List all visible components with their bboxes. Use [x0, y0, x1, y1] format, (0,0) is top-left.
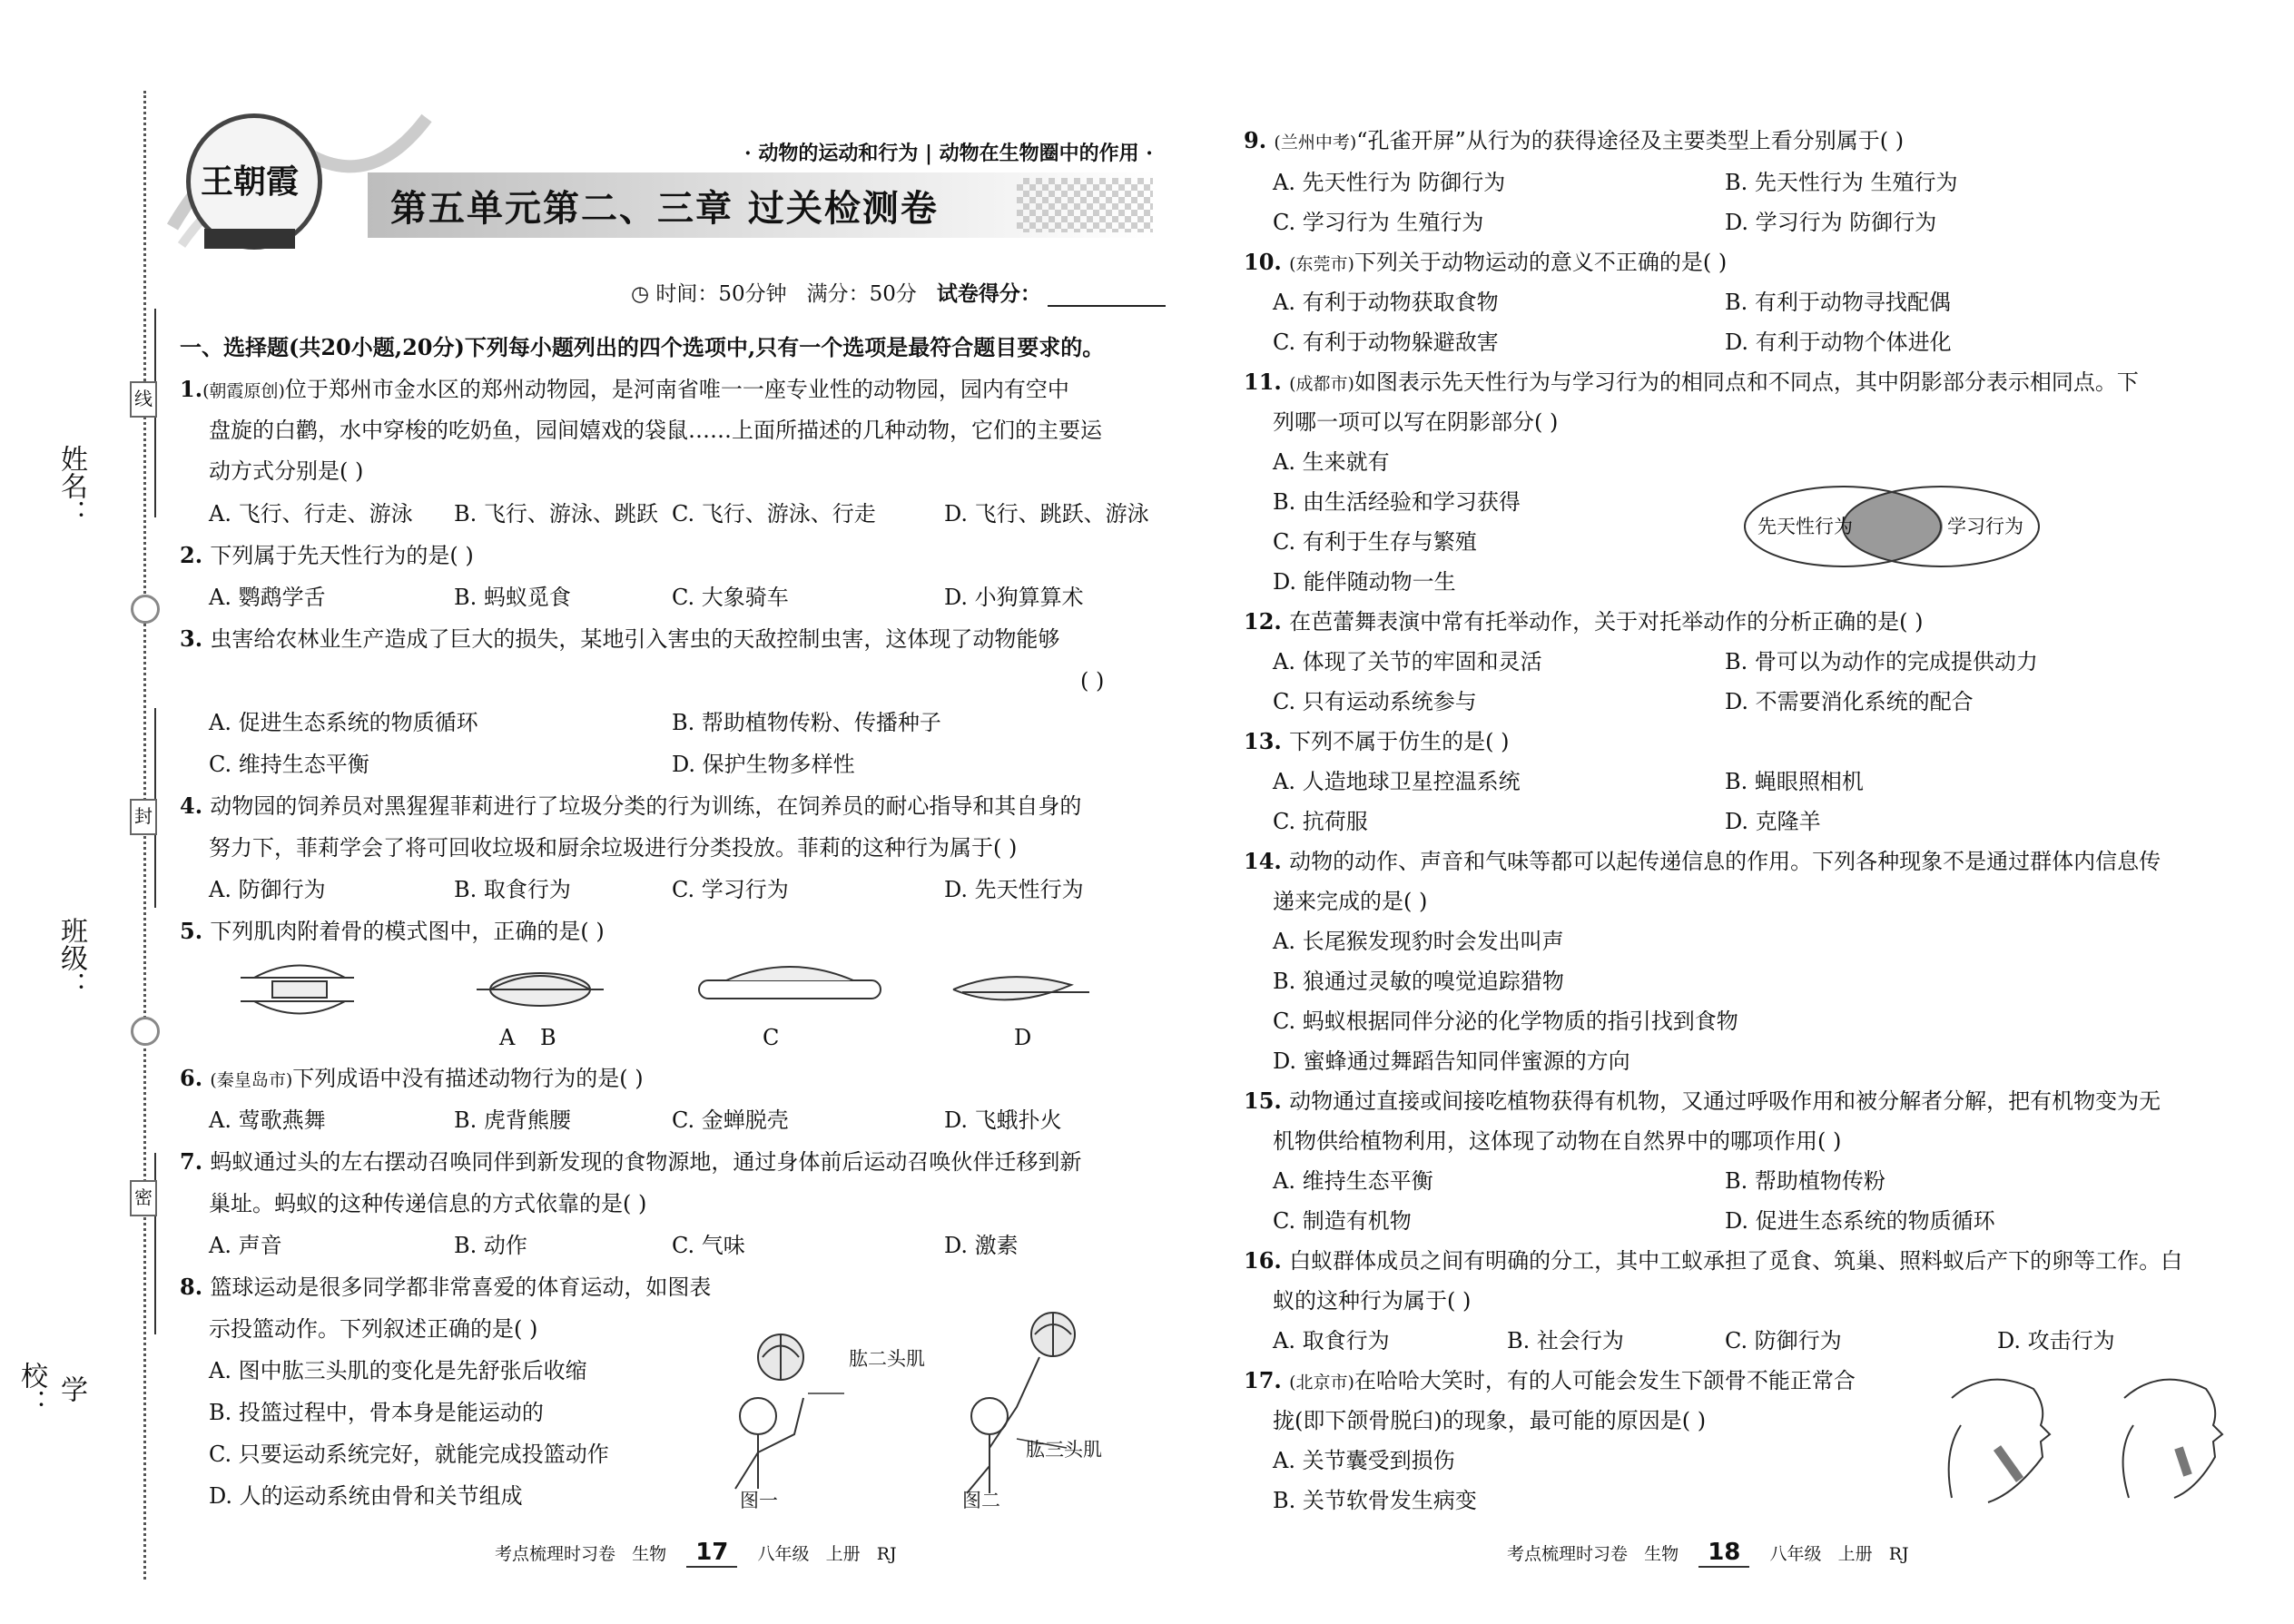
option-d[interactable]: D. 攻击行为 [1997, 1328, 2115, 1353]
option-b[interactable]: B. 帮助植物传粉、传播种子 [672, 710, 941, 735]
question-text: 巢址。蚂蚁的这种传递信息的方式依靠的是( ) [209, 1191, 647, 1216]
right-footer: 考点梳理时习卷 生物 18 八年级 上册 RJ [1507, 1539, 1909, 1566]
unit-subtitle: · 动物的运动和行为 | 动物在生物圈中的作用 · [744, 142, 1153, 165]
seal-mark-seal: 封 [130, 799, 157, 835]
question-4: 4. 动物园的饲养员对黑猩猩菲莉进行了垃圾分类的行为训练，在饲养员的耐心指导和其自身的 [180, 792, 1082, 819]
option-d[interactable]: D. 保护生物多样性 [672, 752, 855, 777]
question-text: 下列属于先天性行为的是( ) [210, 543, 474, 568]
option-d[interactable]: D. 先天性行为 [944, 877, 1084, 902]
option-a[interactable]: A. 取食行为 [1273, 1328, 1390, 1353]
option-d[interactable]: D. 有利于动物个体进化 [1725, 330, 1952, 355]
figure-one-icon [735, 1334, 803, 1489]
question-text: 拢(即下颌骨脱臼)的现象，最可能的原因是( ) [1273, 1408, 1707, 1433]
question-15: 15. 动物通过直接或间接吃植物获得有机物，又通过呼吸作用和被分解者分解，把有机物变为无 [1244, 1088, 2161, 1114]
option-c[interactable]: C. 只要运动系统完好，就能完成投篮动作 [209, 1442, 609, 1467]
head-profile-icon [2123, 1380, 2222, 1498]
question-text: 下列关于动物运动的意义不正确的是( ) [1354, 250, 1728, 275]
option-c[interactable]: C. 大象骑车 [672, 585, 789, 610]
question-11: 11. (成都市)如图表示先天性行为与学习行为的相同点和不同点，其中阴影部分表示相同点。下 [1244, 369, 2139, 395]
option-a[interactable]: A. 防御行为 [209, 877, 326, 902]
option-c[interactable]: C. 只有运动系统参与 [1273, 689, 1477, 714]
option-b[interactable]: B. 投篮过程中，骨本身是能运动的 [209, 1400, 544, 1425]
question-text: 示投篮动作。下列叙述正确的是( ) [209, 1316, 538, 1342]
option-a[interactable]: A. 莺歌燕舞 [209, 1107, 326, 1133]
option-d[interactable]: D. 人的运动系统由骨和关节组成 [209, 1483, 523, 1509]
option-b[interactable]: B. 虎背熊腰 [454, 1107, 571, 1133]
option-d[interactable]: D. 飞蛾扑火 [944, 1107, 1062, 1133]
page-number: 18 [1698, 1539, 1749, 1568]
option-b[interactable]: B. 取食行为 [454, 877, 571, 902]
option-a[interactable]: A. 生来就有 [1273, 449, 1390, 475]
option-c[interactable]: C. 维持生态平衡 [209, 752, 369, 777]
diagram-label-d: D [1014, 1025, 1032, 1050]
option-d[interactable]: D. 蜜蜂通过舞蹈告知同伴蜜源的方向 [1273, 1048, 1630, 1074]
option-a[interactable]: A. 声音 [209, 1233, 282, 1258]
question-source: (北京市) [1289, 1373, 1354, 1393]
binding-hole-icon [131, 595, 160, 624]
question-13: 13. 下列不属于仿生的是( ) [1244, 728, 1510, 754]
option-a[interactable]: A. 鹦鹉学舌 [209, 585, 326, 610]
question-text: 蚂蚁通过头的左右摆动召唤同伴到新发现的食物源地，通过身体前后运动召唤伙伴迁移到新 [210, 1149, 1082, 1175]
option-d[interactable]: D. 能伴随动物一生 [1273, 569, 1456, 595]
question-text: 虫害给农林业生产造成了巨大的损失，某地引入害虫的天敌控制虫害，这体现了动物能够 [210, 626, 1060, 652]
question-text: 篮球运动是很多同学都非常喜爱的体育运动，如图表 [210, 1275, 712, 1300]
question-text: 动物通过直接或间接吃植物获得有机物，又通过呼吸作用和被分解者分解，把有机物变为无 [1289, 1088, 2161, 1114]
option-a[interactable]: A. 图中肱三头肌的变化是先舒张后收缩 [209, 1358, 587, 1383]
option-d[interactable]: D. 激素 [944, 1233, 1019, 1258]
question-source: (东莞市) [1289, 254, 1354, 274]
name-field [54, 309, 109, 581]
seal-mark-line: 线 [130, 381, 157, 418]
binding-hole-icon [131, 1017, 160, 1046]
option-b[interactable]: B. 帮助植物传粉 [1725, 1168, 1885, 1194]
question-text: 在哈哈大笑时，有的人可能会发生下颌骨不能正常合 [1354, 1368, 1856, 1393]
name-label: 姓名： [55, 445, 87, 527]
option-c[interactable]: C. 抗荷服 [1273, 809, 1368, 834]
jaw-dislocation-figures [1934, 1371, 2279, 1507]
page-title: 第五单元第二、三章 过关检测卷 [390, 188, 939, 230]
question-16: 16. 白蚁群体成员之间有明确的分工，其中工蚁承担了觅食、筑巢、照料蚁后产下的卵等工作。白 [1244, 1247, 2183, 1274]
option-a[interactable]: A. 飞行、行走、游泳 [209, 501, 413, 527]
question-text: 机物供给植物利用，这体现了动物在自然界中的哪项作用( ) [1273, 1128, 1842, 1154]
option-c[interactable]: C. 有利于生存与繁殖 [1273, 529, 1477, 555]
option-a[interactable]: A. 有利于动物获取食物 [1273, 290, 1499, 315]
question-14: 14. 动物的动作、声音和气味等都可以起传递信息的作用。下列各种现象不是通过群体内信息传 [1244, 848, 2161, 874]
option-d[interactable]: D. 学习行为 防御行为 [1725, 210, 1937, 235]
option-d[interactable]: D. 不需要消化系统的配合 [1725, 689, 1974, 714]
muscle-diagram-a [241, 966, 354, 1014]
option-c[interactable]: C. 飞行、游泳、行走 [672, 501, 876, 527]
label-biceps: 肱二头肌 [849, 1348, 925, 1370]
option-b[interactable]: B. 关节软骨发生病变 [1273, 1488, 1477, 1513]
question-text: 下列成语中没有描述动物行为的是( ) [292, 1066, 644, 1091]
option-d[interactable]: D. 克隆羊 [1725, 809, 1821, 834]
option-b[interactable]: B. 动作 [454, 1233, 527, 1258]
question-text: 在芭蕾舞表演中常有托举动作，关于对托举动作的分析正确的是( ) [1289, 609, 1924, 635]
label-triceps: 肱三头肌 [1026, 1439, 1102, 1461]
diagram-label-b: B [540, 1025, 556, 1050]
option-d[interactable]: D. 飞行、跳跃、游泳 [944, 501, 1149, 527]
option-a[interactable]: A. 长尾猴发现豹时会发出叫声 [1273, 929, 1564, 954]
basketball-figures [717, 1307, 1144, 1516]
option-b[interactable]: B. 飞行、游泳、跳跃 [454, 501, 658, 527]
question-7: 7. 蚂蚁通过头的左右摆动召唤同伴到新发现的食物源地，通过身体前后运动召唤伙伴迁移到新 [180, 1148, 1082, 1175]
option-a[interactable]: A. 先天性行为 防御行为 [1273, 170, 1506, 195]
question-6: 6. (秦皇岛市)下列成语中没有描述动物行为的是( ) [180, 1065, 644, 1091]
question-text: 努力下，菲莉学会了将可回收垃圾和厨余垃圾进行分类投放。菲莉的这种行为属于( ) [209, 835, 1018, 861]
option-c[interactable]: C. 制造有机物 [1273, 1208, 1412, 1234]
right-page [1207, 0, 2294, 1624]
caption-figure-2: 图二 [962, 1490, 1000, 1511]
page-number: 17 [686, 1539, 737, 1568]
option-b[interactable]: B. 蝇眼照相机 [1725, 769, 1864, 794]
option-b[interactable]: B. 由生活经验和学习获得 [1273, 489, 1521, 515]
question-2: 2. 下列属于先天性行为的是( ) [180, 542, 474, 568]
venn-label-innate: 先天性行为 [1757, 516, 1853, 537]
clock-icon: ◷ [631, 282, 656, 306]
question-8: 8. 篮球运动是很多同学都非常喜爱的体育运动，如图表 [180, 1274, 712, 1300]
section-heading: 一、选择题(共20小题,20分)下列每小题列出的四个选项中,只有一个选项是最符合题目要求的。 [180, 334, 1105, 360]
question-text: 动方式分别是( ) [209, 458, 364, 484]
class-label: 班级： [55, 917, 87, 999]
option-c[interactable]: C. 有利于动物躲避敌害 [1273, 330, 1499, 355]
option-a[interactable]: A. 维持生态平衡 [1273, 1168, 1433, 1194]
question-1 [180, 376, 1069, 405]
option-b[interactable]: B. 狼通过灵敏的嗅觉追踪猎物 [1273, 969, 1564, 994]
option-c[interactable]: C. 防御行为 [1725, 1328, 1842, 1353]
option-b[interactable]: B. 社会行为 [1507, 1328, 1624, 1353]
muscle-diagram-c [699, 967, 881, 999]
question-text: 盘旋的白鹳，水中穿梭的吃奶鱼，园间嬉戏的袋鼠……上面所描述的几种动物，它们的主要运 [209, 418, 1102, 443]
question-source: (兰州中考) [1274, 133, 1357, 153]
option-c[interactable]: C. 蚂蚁根据同伴分泌的化学物质的指引找到食物 [1273, 1009, 1738, 1034]
option-c[interactable]: C. 学习行为 生殖行为 [1273, 210, 1484, 235]
question-text: 列哪一项可以写在阴影部分( ) [1273, 409, 1559, 435]
brand-name: 王朝霞 [200, 162, 299, 201]
question-text: 蚁的这种行为属于( ) [1273, 1288, 1472, 1314]
option-a[interactable]: A. 人造地球卫星控温系统 [1273, 769, 1521, 794]
option-a[interactable]: A. 体现了关节的牢固和灵活 [1273, 649, 1542, 674]
caption-figure-1: 图一 [740, 1490, 778, 1511]
option-b[interactable]: B. 蚂蚁觅食 [454, 585, 571, 610]
option-c[interactable]: C. 学习行为 [672, 877, 789, 902]
question-text: 动物的动作、声音和气味等都可以起传递信息的作用。下列各种现象不是通过群体内信息传 [1289, 849, 2161, 874]
exam-meta [631, 277, 1166, 307]
brand-ribbon [204, 229, 295, 249]
figure-two-icon [967, 1313, 1075, 1493]
question-text: 位于郑州市金水区的郑州动物园，是河南省唯一一座专业性的动物园，园内有空中 [284, 377, 1069, 402]
question-text: 白蚁群体成员之间有明确的分工，其中工蚁承担了觅食、筑巢、照料蚁后产下的卵等工作。白 [1289, 1248, 2183, 1274]
question-source: (秦皇岛市) [210, 1070, 293, 1090]
head-profile-icon [1949, 1380, 2050, 1502]
question-text: 下列肌肉附着骨的模式图中，正确的是( ) [210, 919, 605, 944]
question-number: 1. [180, 376, 203, 402]
diagram-label-a: A [499, 1025, 516, 1050]
score-field[interactable] [1048, 283, 1166, 307]
option-d[interactable]: D. 小狗算算术 [944, 585, 1084, 610]
full-score: 满分：50分 [806, 282, 917, 306]
binding-dotted-line [143, 91, 146, 1580]
question-text: 下列不属于仿生的是( ) [1289, 729, 1510, 754]
question-3: 3. 虫害给农林业生产造成了巨大的损失，某地引入害虫的天敌控制虫害，这体现了动物能够 [180, 625, 1060, 652]
option-d[interactable]: D. 促进生态系统的物质循环 [1725, 1208, 1995, 1234]
question-source: (朝霞原创) [202, 381, 285, 401]
option-a[interactable]: A. 关节囊受到损伤 [1273, 1448, 1455, 1473]
muscle-diagram-b [477, 973, 604, 1006]
banner-pattern [1017, 178, 1153, 232]
option-a[interactable]: A. 促进生态系统的物质循环 [209, 710, 478, 735]
question-10: 10. (东莞市)下列关于动物运动的意义不正确的是( ) [1244, 249, 1728, 275]
answer-blank[interactable]: ( ) [1080, 668, 1105, 694]
option-c[interactable]: C. 气味 [672, 1233, 745, 1258]
question-text: 递来完成的是( ) [1273, 889, 1428, 914]
option-b[interactable]: B. 骨可以为动作的完成提供动力 [1725, 649, 2038, 674]
question-text: 动物园的饲养员对黑猩猩菲莉进行了垃圾分类的行为训练，在饲养员的耐心指导和其自身的 [210, 793, 1082, 819]
option-b[interactable]: B. 有利于动物寻找配偶 [1725, 290, 1951, 315]
option-c[interactable]: C. 金蝉脱壳 [672, 1107, 789, 1133]
venn-label-learned: 学习行为 [1947, 516, 2023, 537]
question-source: (成都市) [1289, 374, 1354, 394]
school-field [15, 1153, 109, 1425]
time-limit: 时间：50分钟 [655, 282, 787, 306]
question-text: “孔雀开屏”从行为的获得途径及主要类型上看分别属于( ) [1356, 128, 1905, 153]
score-label: 试卷得分： [936, 281, 1041, 306]
option-b[interactable]: B. 先天性行为 生殖行为 [1725, 170, 1958, 195]
question-9: 9. (兰州中考)“孔雀开屏”从行为的获得途径及主要类型上看分别属于( ) [1244, 127, 1905, 153]
question-17: 17. (北京市)在哈哈大笑时，有的人可能会发生下颌骨不能正常合 [1244, 1367, 1856, 1393]
muscle-bone-diagrams [236, 958, 1108, 1021]
class-field [54, 708, 109, 1035]
question-text: 如图表示先天性行为与学习行为的相同点和不同点，其中阴影部分表示相同点。下 [1354, 369, 2139, 395]
diagram-label-c: C [763, 1025, 780, 1050]
muscle-diagram-d [953, 977, 1089, 999]
question-5: 5. 下列肌肉附着骨的模式图中，正确的是( ) [180, 918, 605, 944]
left-footer: 考点梳理时习卷 生物 17 八年级 上册 RJ [495, 1539, 897, 1566]
seal-mark-secret: 密 [130, 1180, 157, 1216]
question-12: 12. 在芭蕾舞表演中常有托举动作，关于对托举动作的分析正确的是( ) [1244, 608, 1924, 635]
school-label: 学校： [15, 1362, 87, 1416]
